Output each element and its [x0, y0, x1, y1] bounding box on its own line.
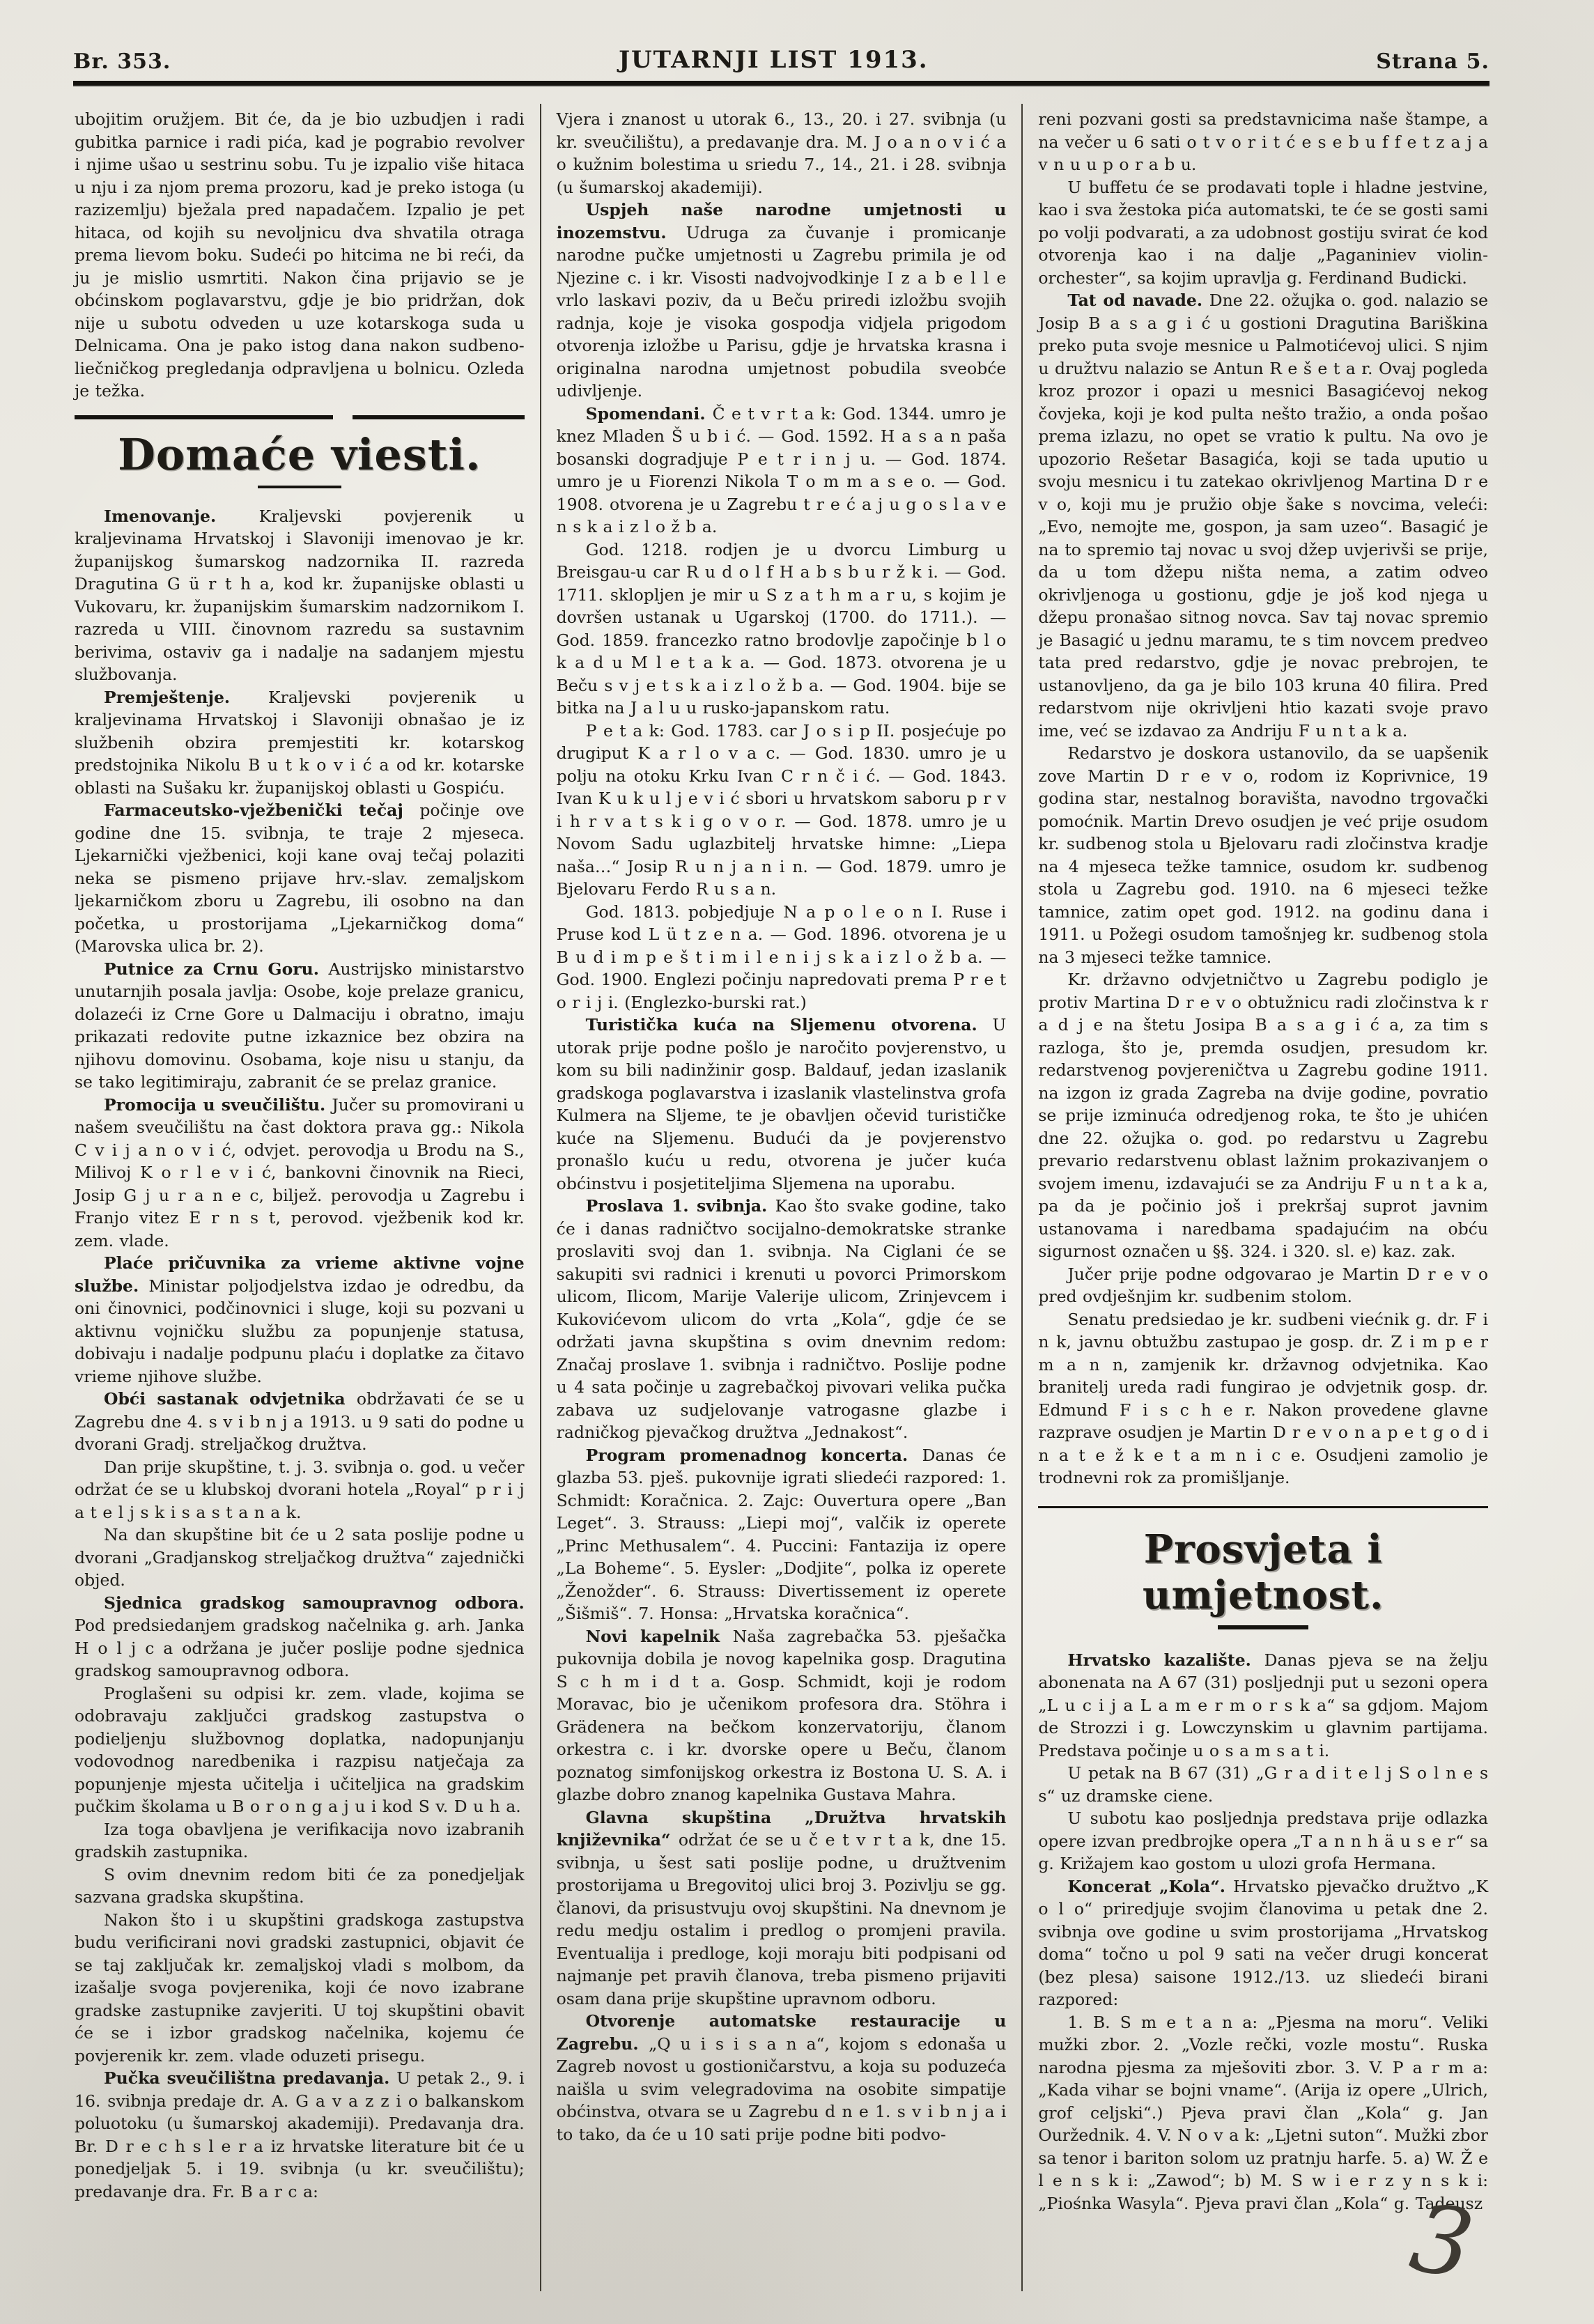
news-paragraph — [75, 108, 525, 403]
paragraph-body: Pod predsiedanjem gradskog načelnika g. arh. Janka H o l j c a održana je jučer poslije podne sjednica gradskog samoupravnog odbora. — [75, 1616, 525, 1680]
column-center — [540, 104, 1022, 2291]
section-heading-prosvjeta: Prosvjeta i umjetnost. — [1142, 1526, 1384, 1618]
news-paragraph — [75, 505, 525, 686]
paragraph-body: Iza toga obavljena je verifikacija novo izabranih gradskih zastupnika. — [75, 1819, 525, 1861]
paragraph-body: počinje ove godine dne 15. svibnja, te traje 2 mjeseca. Ljekarnički vježbenici, koji kane ovaj tečaj polaziti neka se pismeno prijave hrv.-slav. zemaljskom ljekarničkom zboru u Zagrebu, ili osobno na dan početka, u prostorijama „Ljekarničkog doma“ (Marovska ulica br. 2). — [75, 800, 525, 956]
issue-number: Br. 353. — [73, 49, 171, 74]
paragraph-lead: Glavna skupština „Družtva hrvatskih književnika“ — [556, 1807, 1007, 1850]
column-left-continuation — [75, 108, 525, 403]
news-paragraph — [557, 1195, 1007, 1444]
paragraph-body: U utorak prije podne pošlo je naročito povjerenstvo, u kom su bili nadinžinir gosp. Baldauf, jedan izaslanik gradskoga poglavarstva i izaslanik vlastelinstva grofa Kulmera na Sljeme, te je obavljen očevid turističke kuće na Sljemenu. Budući da je povjerenstvo pronašlo kuću u redu, otvorena je jučer kuća obćinstvu i posjetiteljima Sljemena na uporabu. — [556, 1015, 1007, 1193]
paragraph-lead: Putnice za Crnu Goru. — [104, 959, 329, 979]
news-paragraph — [75, 686, 525, 800]
paragraph-body: Udruga za čuvanje i promicanje narodne pučke umjetnosti u Zagrebu primila je od Njezine c. i kr. Visosti nadvojvodkinje I z a b e l l e vrlo laskavi poziv, da u Beču priredi izložbu svojih radnja, koje je visoka gospodja vidjela prigodom otvorenja izložbe u Parisu, gdje je hrvatska krasna i originalna narodna umjetnost pobudila sveobće udivljenje. — [556, 222, 1007, 401]
paragraph-lead: Plaće pričuvnika za vrieme aktivne vojne službe. — [75, 1253, 525, 1296]
news-paragraph — [75, 1252, 525, 1388]
newspaper-title: JUTARNJI LIST 1913. — [618, 46, 929, 74]
section-heading-domace-viesti: Domaće viesti. — [118, 428, 481, 480]
news-paragraph — [557, 901, 1007, 1014]
paragraph-body: Kao što svake godine, tako će i danas radničtvo socijalno-demokratske stranke proslaviti svoj dan 1. svibnja. Na Ciglani će se sakupiti svi radnici i krenuti u povorci Primorskom ulicom, Ilicom, Marije Valerije ulicom, Zrinjevcem i Kukovićevom ulicom do vrta „Kola“, gdje će se održati javna skupština s ovim dnevnim redom: Značaj proslave 1. svibnja i radničtvo. Poslije podne u 4 sata počinje u zagrebačkoj pivovari velika pučka zabava uz sudjelovanje vatrogasne glazbe i radničkog pjevačkog družtva „Jednakost“. — [556, 1196, 1007, 1442]
paragraph-body: S ovim dnevnim redom biti će za ponedjeljak sazvana gradska skupština. — [75, 1864, 525, 1907]
news-paragraph — [557, 1014, 1007, 1195]
news-paragraph — [1038, 176, 1488, 290]
paragraph-body: Dan prije skupštine, t. j. 3. svibnja o. god. u večer održat će se u klubskoj dvorani hotela „Royal“ p r i j a t e l j s k i s a s t a n a k. — [75, 1457, 525, 1522]
paragraph-lead: Novi kapelnik — [585, 1626, 733, 1646]
news-paragraph — [75, 1456, 525, 1524]
news-paragraph — [75, 799, 525, 958]
news-paragraph — [75, 1864, 525, 1909]
paragraph-body: Kr. državno odvjetničtvo u Zagrebu podiglo je protiv Martina D r e v o obtužnicu radi zločinstva k r a d j e na štetu Josipa B a s a g i ć a, za tim s razloga, što je, premda osudjen, presudom kr. redarstvenog povjereničtva u Zagrebu godine 1911. na izgon iz grada Zagreba na dvije godine, povratio se prije izminuća odredjenog roka, te što je uhićen dne 22. ožujka o. god. po redarstvu u Zagrebu prevario redarstvenu oblast lažnim prokazivanjem o svojem imenu, izdavajući se za Andriju F u n t a k a, pa da je počinio još i prekršaj suprot javnim ustanovama i naredbama spadajućim na obću sigurnost označen u §§. 324. i 320. sl. e) kaz. zak. — [1038, 970, 1489, 1261]
paragraph-body: Hrvatsko pjevačko družtvo „K o l o“ priredjuje svojim članovima u petak dne 2. svibnja ove godine u svim prostorijama „Hrvatskog doma“ točno u pol 9 sati na večer drugi koncerat (bez plesa) saisone 1912./13. uz sliedeći birani razpored: — [1038, 1876, 1489, 2009]
news-paragraph — [1038, 742, 1488, 968]
news-paragraph — [1038, 1308, 1488, 1489]
paragraph-lead: Imenovanje. — [104, 506, 259, 526]
paragraph-body: Proglašeni su odpisi kr. zem. vlade, kojima se odobravaju zaključci gradskog zastupstva o podieljenju službovnog doplatka, nadopunjanju vodovodnog naredbenika i razpisu natječaja za popunjenje mjesta učitelja i učiteljica na gradskim pučkim školama u B o r o n g a j u i kod S v. D u h a. — [75, 1683, 525, 1816]
paragraph-body: obdržavati će se u Zagrebu dne 4. s v i b n j a 1913. u 9 sati do podne u dvorani Gradj. streljačkog družtva. — [75, 1389, 525, 1454]
paragraph-body: reni pozvani gosti sa predstavnicima naše štampe, a na večer u 6 sati o t v o r i t ć e s e b u f f e t z a j a v n u u p o r a b u. — [1038, 109, 1489, 174]
news-paragraph — [75, 1388, 525, 1456]
paragraph-body: Na dan skupštine bit će u 2 sata poslije podne u dvorani „Gradjanskog streljačkog družtva“ zajednički objed. — [75, 1525, 525, 1590]
paragraph-body: P e t a k: God. 1783. car J o s i p II. posjećuje po drugiput K a r l o v a c. — God. 1830. umro je u polju na otoku Krku Ivan C r n č i ć. — God. 1843. Ivan K u k u l j e v i ć sbori u hrvatskom saboru p r v i h r v a t s k i g o v o r. — God. 1878. umro je u Novom Sadu uglazbitelj hrvatske himne: „Liepa naša…“ Josip R u n j a n i n. — God. 1879. umro je Bjelovaru Ferdo R u s a n. — [556, 720, 1007, 899]
paragraph-body: Jučer prije podne odgovarao je Martin D r e v o pred ovdješnjim kr. sudbenim stolom. — [1038, 1264, 1489, 1306]
heading-rule — [258, 486, 341, 488]
news-paragraph — [557, 539, 1007, 720]
paragraph-body: U petak 2., 9. i 16. svibnja predaje dr. A. G a v a z z i o balkanskom poluotoku (u šumarskoj akademiji). Predavanja dra. Br. D r e c h s l e r a iz hrvatske literature bit će u ponedjeljak 5. i 19. svibnja (u kr. sveučilištu); predavanje dra. Fr. B a r c a: — [75, 2068, 525, 2201]
column-layout — [73, 104, 1489, 2291]
paragraph-body: ubojitim oružjem. Bit će, da je bio uzbudjen i radi gubitka parnice i radi pića, kad je pograbio revolver i njime ušao u sestrinu sobu. Tu je izpalio više hitaca u nju i za njom prema prozoru, kad je preko istoga (u razizemlju) bježala pred napadačem. Izpalio je pet hitaca, od kojih su nevoljnicu dva shvatila otraga prema lievom boku. Sudeći po hitcima ne bi reći, da ju je mislio usmrtiti. Nakon čina prijavio se je obćinskom poglavarstvu, gdje je bio pridržan, dok nije u subotu odveden u uze kotarskoga suda u Delnicama. Ona je pako istog dana nakon sudbeno-liečničkog pregledanja odpravljena u bolnicu. Ozleda je težka. — [75, 109, 525, 401]
news-paragraph — [75, 1592, 525, 1682]
page-number: Strana 5. — [1376, 49, 1489, 74]
paragraph-body: održat će se u č e t v r t a k, dne 15. svibnja, u šest sati poslije podne, u družtvenim prostorijama u Bregovitoj ulici broj 3. Pozivlju se gg. članovi, da prisustvuju ovoj skupštini. Na dnevnom je redu medju ostalim i predlog o promjeni pravila. Eventualija i predloge, koji moraju biti podpisani od najmanje pet pravih članova, treba pismeno prijaviti osam dana prije skupštine upravnom odboru. — [556, 1830, 1007, 2008]
paragraph-lead: Sjednica gradskog samoupravnog odbora. — [104, 1593, 525, 1613]
section-divider-rule — [1038, 1506, 1488, 1508]
paragraph-lead: Proslava 1. svibnja. — [585, 1196, 775, 1216]
paragraph-lead: Promocija u sveučilištu. — [104, 1094, 332, 1115]
news-paragraph — [1038, 1762, 1488, 1807]
paragraph-lead: Obći sastanak odvjetnika — [104, 1389, 357, 1409]
column-left-articles — [75, 505, 525, 2203]
paragraph-lead: Hrvatsko kazalište. — [1067, 1650, 1264, 1670]
paragraph-body: God. 1218. rodjen je u dvorcu Limburg u Breisgau-u car R u d o l f H a b s b u r ž k i. — God. 1711. sklopljen je mir u S z a t h m a r u, s kojim je dovršen ustanak u Ugarskoj (1700. do 1711.). — God. 1859. francezko ratno brodovlje započinje b l o k a d u M l e t a k a. — God. 1873. otvorena je u Beču s v j e t s k a i z l o ž b a. — God. 1904. bije se bitka na J a l u u rusko-japanskom ratu. — [556, 539, 1007, 718]
news-paragraph — [75, 1818, 525, 1864]
news-paragraph — [1038, 108, 1488, 176]
paragraph-lead: Premještenje. — [104, 687, 268, 707]
paragraph-body: God. 1813. pobjedjuje N a p o l e o n I. Ruse i Pruse kod L ü t z e n a. — God. 1896. otvorena je u B u d i m p e š t i m i l e n i j s k a i z l o ž b a. — God. 1900. Englezi počinju napredovati prema P r e t o r i j i. (Englezko-burski rat.) — [556, 901, 1007, 1012]
masthead — [73, 46, 1489, 74]
news-paragraph — [557, 108, 1007, 199]
paragraph-body: Senatu predsiedao je kr. sudbeni viećnik g. dr. F i n k, javnu obtužbu zastupao je gosp. dr. Z i m p e r m a n n, zamjenik kr. državnog odvjetnika. Kao branitelj ureda radi fungirao je odvjetnik gosp. dr. Edmund F i s c h e r. Nakon provedene glavne razprave osudjen je Martin D r e v o n a p e t g o d i n a t e ž k e t a m n i c e. Osudjeni zamolio je trodnevni rok za promišljanje. — [1038, 1309, 1489, 1487]
paragraph-body: U subotu kao posljednja predstava prije odlazka opere izvan predbrojke opera „T a n n h ä u s e r“ sa g. Križajem kao gostom u ulozi grofa Hermana. — [1038, 1808, 1489, 1873]
paragraph-body: U petak na B 67 (31) „G r a d i t e l j S o l n e s s“ uz dramske ciene. — [1038, 1763, 1489, 1806]
paragraph-body: U buffetu će se prodavati tople i hladne jestvine, kao i sva žestoka pića automatski, te će se gosti sami po volji podvarati, a za udobnost gostiju svirat će kod otvorenja kao i na dalje „Paganiniev violin-orchester“, sa kojim upravlja g. Ferdinand Budicki. — [1038, 177, 1489, 288]
paragraph-lead: Spomendani. — [585, 403, 713, 424]
paragraph-body: Nakon što i u skupštini gradskoga zastupstva budu verificirani novi gradski zastupnici, objavit će se taj zaključak kr. zemaljskoj vladi s molbom, da izašalje svoga povjerenika, koji će novo izabrane gradske zastupnike zavjeriti. U toj skupštini obavit će se i izbor gradskog načelnika, kojemu će povjerenik kr. zem. vlade oduzeti prisegu. — [75, 1909, 525, 2066]
paragraph-body: Naša zagrebačka 53. pješačka pukovnija dobila je novog kapelnika gosp. Dragutina S c h m i d t a. Gosp. Schmidt, koji je rodom Moravac, bio je učenikom profesora dra. Stöhra i Grädenera na bečkom konzervatoriju, članom orkestra c. i kr. dvorske opere u Beču, članom poznatog simfonijskog orkestra iz Bostona U. S. A. i glazbe dobro znanog kapelnika Gustava Mahra. — [556, 1626, 1007, 1804]
news-paragraph — [1038, 2011, 1488, 2215]
paragraph-body: Danas pjeva se na želju abonenata na A 67 (31) posljednji put u sezoni opera „L u c i j a L a m e r m o r s k a“ sa gdjom. Majom de Strozzi i g. Lowczynskim u glavnim partijama. Predstava počinje u o s a m s a t i. — [1038, 1650, 1489, 1760]
news-paragraph — [557, 403, 1007, 539]
news-paragraph — [1038, 1875, 1488, 2011]
news-paragraph — [75, 2067, 525, 2203]
paragraph-body: Dne 22. ožujka o. god. nalazio se Josip B a s a g i ć u gostioni Dragutina Bariškina preko puta svoje mesnice u Palmotićevoj ulici. S njim u družtvu nalazio se Antun R e š e t a r. Ovaj pogleda kroz prozor i opazi u mesnici Basagićevoj nekog čovjeka, koji je kod pulta nešto tražio, a onda pošao prema izlazu, no opet se vratio k pultu. Na ovo je upozorio Rešetar Basagića, koji se tada uputio u svoju mesnicu i tu zatekao okrivljenog Martina D r e v o, koji mu je pružio obje šake s novcima, veleći: „Evo, nemojte me, gospon, ja sam uzeo“. Basagić je na to spremio taj novac u svoj džep uvjerivši se prije, da u tom džepu ništa nema, a zatim odveo okrivljenoga u gostionu, gdje je još kod njega u džepu pronašao sitnog novca. Sav taj novac spremio je Basagić u jednu maramu, te s tim novcem predveo tata pred redarstvo, gdje je novac prebrojen, te ustanovljeno, da ga je bilo 103 kruna 40 filira. Pred redarstvom nije okrivljeni htio kazati svoje pravo ime, već se izdavao za Andriju F u n t a k a. — [1038, 290, 1489, 741]
heading-rule — [1218, 1625, 1308, 1629]
paragraph-body: Danas će glazba 53. pješ. pukovnije igrati sliedeći razpored: 1. Schmidt: Koračnica. 2. Zajc: Ouvertura opere „Ban Leget“. 3. Strauss: „Liepi moj“, valčik iz operete „Princ Methusalem“. 4. Puccini: Fantazija iz opere „La Boheme“. 5. Eysler: „Dodjite“, polka iz operete „Ženožder“. 6. Strauss: Divertissement iz operete „Šišmiš“. 7. Honsa: „Hrvatska koračnica“. — [556, 1445, 1007, 1623]
news-paragraph — [75, 1524, 525, 1592]
column-left — [73, 104, 540, 2291]
news-paragraph — [557, 720, 1007, 901]
paragraph-lead: Turistička kuća na Sljemenu otvorena. — [585, 1015, 993, 1035]
paragraph-body: Austrijsko ministarstvo unutarnjih posala javlja: Osobe, koje prelaze granicu, dolazeći iz Crne Gore u Dalmaciju i obratno, imaju prikazati redovite putne izkaznice bez obzira na njihovu domovinu. Osobama, koje nisu u stanju, da se tako legitimiraju, zabranit će se prelaz granice. — [75, 959, 525, 1092]
news-paragraph — [1038, 1807, 1488, 1875]
paragraph-lead: Otvorenje automatske restauracije u Zagrebu. — [556, 2011, 1007, 2054]
handwritten-page-number: 3 — [1403, 2182, 1481, 2301]
news-paragraph — [75, 1682, 525, 1818]
column-right-articles — [1038, 108, 1488, 1489]
masthead-rule — [73, 81, 1489, 86]
paragraph-body: Č e t v r t a k: God. 1344. umro je knez Mladen Š u b i ć. — God. 1592. H a s a n paša bosanski dogradjuje P e t r i n j u. — God. 1874. umro je u Fiorenzi Nikola T o m m a s e o. — God. 1908. otvorena je u Zagrebu t r e ć a j u g o s l a v e n s k a i z l o ž b a. — [556, 403, 1007, 536]
column-right-culture-articles — [1038, 1649, 1488, 2215]
paragraph-lead: Pučka sveučilištna predavanja. — [104, 2068, 397, 2088]
news-paragraph — [557, 1806, 1007, 2011]
paragraph-lead: Koncerat „Kola“. — [1067, 1876, 1234, 1896]
news-paragraph — [75, 958, 525, 1094]
news-paragraph — [75, 1094, 525, 1253]
news-paragraph — [1038, 289, 1488, 742]
paragraph-lead: Program promenadnog koncerta. — [585, 1445, 922, 1465]
news-paragraph — [1038, 968, 1488, 1263]
paragraph-body: „Q u i s i s a n a“, kojom s edonaša u Zagreb novost u gostioničarstvu, a koja su poduzeća naišla u svim velegradovima na osobite simpatije obćinstva, otvara se u Zagrebu d n e 1. s v i b n j a i to tako, da će u 10 sati prije podne biti podvo- — [556, 2034, 1007, 2144]
news-paragraph — [1038, 1263, 1488, 1308]
column-right — [1021, 104, 1489, 2291]
news-paragraph — [557, 2010, 1007, 2146]
paragraph-lead: Tat od navade. — [1067, 290, 1209, 310]
paragraph-lead: Farmaceutsko-vježbenički tečaj — [104, 800, 420, 820]
news-paragraph — [1038, 1649, 1488, 1763]
news-paragraph — [557, 1444, 1007, 1625]
paragraph-body: Redarstvo je doskora ustanovilo, da se uapšenik zove Martin D r e v o, rodom iz Koprivnice, 19 godina star, nestalnog boravišta, navodno trgovački pomoćnik. Martin Drevo osudjen je već prije osudom kr. sudbenog stola u Bjelovaru radi zločinstva kradje na 4 mjeseca težke tamnice, osudom kr. sudbenog stola u Zagrebu god. 1910. na 6 mjeseci težke tamnice, zatim opet god. 1912. na godinu dana i 1911. u Požegi osudom tamošnjeg kr. sudbenog stola na 3 mjeseci težke tamnice. — [1038, 743, 1489, 967]
paragraph-body: 1. B. S m e t a n a: „Pjesma na moru“. Veliki mužki zbor. 2. „Vozle rečki, vozle mostu“. Ruska narodna pjesma za mješoviti zbor. 3. V. P a r m a: „Kada vihar se bojni vname“. (Arija iz opere „Ulrich, grof celjski“.) Pjeva pravi član „Kola“ g. Jan Ouržednik. 4. V. N o v a k: „Ljetni suton“. Mužki zbor sa tenor i bariton solom uz pratnju harfe. 5. a) W. Ž e l e n s k i: „Zawod“; b) M. S w i e r z y n s k i: „Piośnka Wasyla“. Pjeva pravi član „Kola“ g. Tadeusz — [1038, 2012, 1489, 2213]
news-paragraph — [75, 1909, 525, 2068]
paragraph-lead: Uspjeh naše narodne umjetnosti u inozemstvu. — [556, 200, 1007, 242]
news-paragraph — [557, 1625, 1007, 1806]
paragraph-body: Kraljevski povjerenik u kraljevinama Hrvatskoj i Slavoniji obnašao je iz službenih obzira premjestiti kr. kotarskog predstojnika Nikolu B u t k o v i ć a od kr. kotarske oblasti na Sušaku kr. županijskoj oblasti u Gospiću. — [75, 687, 525, 798]
paragraph-body: Vjera i znanost u utorak 6., 13., 20. i 27. svibnja (u kr. sveučilištu), a predavanje dra. M. J o a n o v i ć a o kužnim bolestima u sriedu 7., 14., 21. i 28. svibnja (u šumarskoj akademiji). — [556, 109, 1007, 197]
paragraph-body: Kraljevski povjerenik u kraljevinama Hrvatskoj i Slavoniji imenovao je kr. županijskog šumarskog nadzornika II. razreda Dragutina G ü r t h a, kod kr. županijske oblasti u Vukovaru, kr. županijskim šumarskim nadzornikom I. razreda u VIII. činovnom razredu sa sustavnim berivima, ostaviv ga i nadalje na sadanjem mjestu službovanja. — [75, 506, 525, 684]
paragraph-body: Jučer su promovirani u našem sveučilištu na čast doktora prava gg.: Nikola C v i j a n o v i ć, odvjet. perovodja u Brodu na S., Milivoj K o r l e v i ć, bankovni činovnik na Rieci, Josip G j u r a n e c, biljež. perovodja u Zagrebu i Franjo vitez E r n s t, perovod. vježbenik kod kr. zem. vlade. — [75, 1094, 525, 1250]
section-divider — [75, 415, 525, 419]
news-paragraph — [557, 199, 1007, 403]
paragraph-body: Ministar poljodjelstva izdao je odredbu, da oni činovnici, podčinovnici i sluge, koji su pozvani u aktivnu vojničku službu za popunjenje statusa, dobivaju i nadalje podpunu plaću i doplatke za čitavo vrieme njihove službe. — [75, 1276, 525, 1386]
column-center-articles — [557, 108, 1007, 2146]
